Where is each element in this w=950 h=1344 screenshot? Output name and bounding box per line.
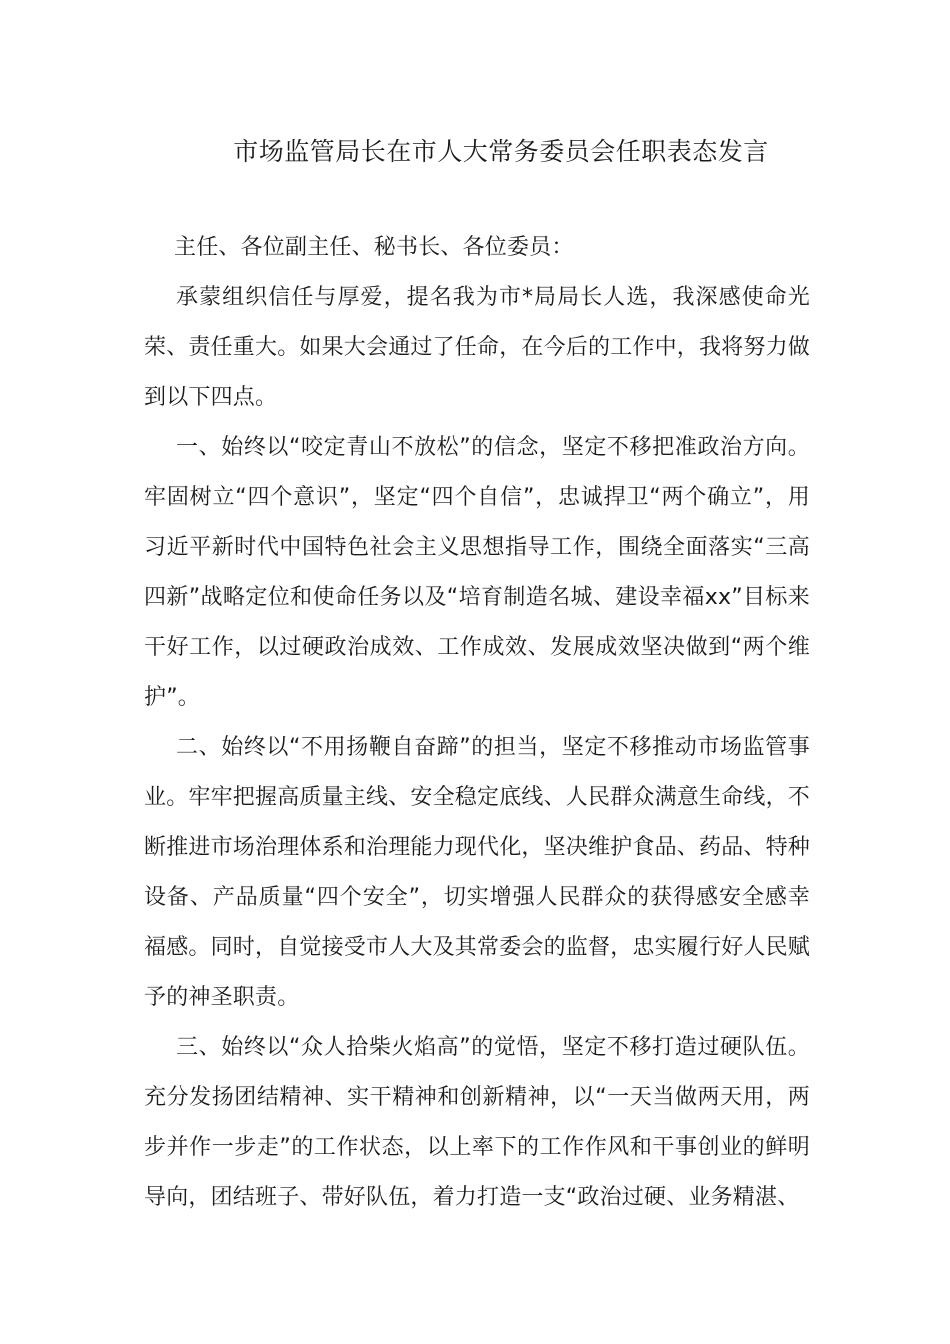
paragraph-point-three: 三、始终以“众人拾柴火焰高”的觉悟，坚定不移打造过硬队伍。充分发扬团结精神、实干精神和创新精神，以“一天当做两天用，两步并作一步走”的工作状态，以上率下的工作作风和干事创业的鲜明导向，团结班子、带好队伍，着力打造一支“政治过硬、业务精湛、 <box>144 1035 810 1210</box>
document-body <box>144 223 810 1223</box>
paragraph-point-one: 一、始终以“咬定青山不放松”的信念，坚定不移把准政治方向。牢固树立“四个意识”，坚定“四个自信”，忠诚捍卫“两个确立”，用习近平新时代中国特色社会主义思想指导工作，围绕全面落实“三高四新”战略定位和使命任务以及“培育制造名城、建设幸福xx”目标来干好工作，以过硬政治成效、工作成效、发展成效坚决做到“两个维护”。 <box>144 435 810 710</box>
document-title: 市场监管局长在市人大常务委员会任职表态发言 <box>233 137 769 166</box>
paragraph-intro: 承蒙组织信任与厚爱，提名我为市*局局长人选，我深感使命光荣、责任重大。如果大会通过了任命，在今后的工作中，我将努力做到以下四点。 <box>144 285 811 410</box>
paragraph-point-two: 二、始终以“不用扬鞭自奋蹄”的担当，坚定不移推动市场监管事业。牢牢把握高质量主线、安全稳定底线、人民群众满意生命线，不断推进市场治理体系和治理能力现代化，坚决维护食品、药品、特种设备、产品质量“四个安全”，切实增强人民群众的获得感安全感幸福感。同时，自觉接受市人大及其常委会的监督，忠实履行好人民赋予的神圣职责。 <box>144 735 811 1010</box>
salutation: 主任、各位副主任、秘书长、各位委员： <box>174 235 574 260</box>
